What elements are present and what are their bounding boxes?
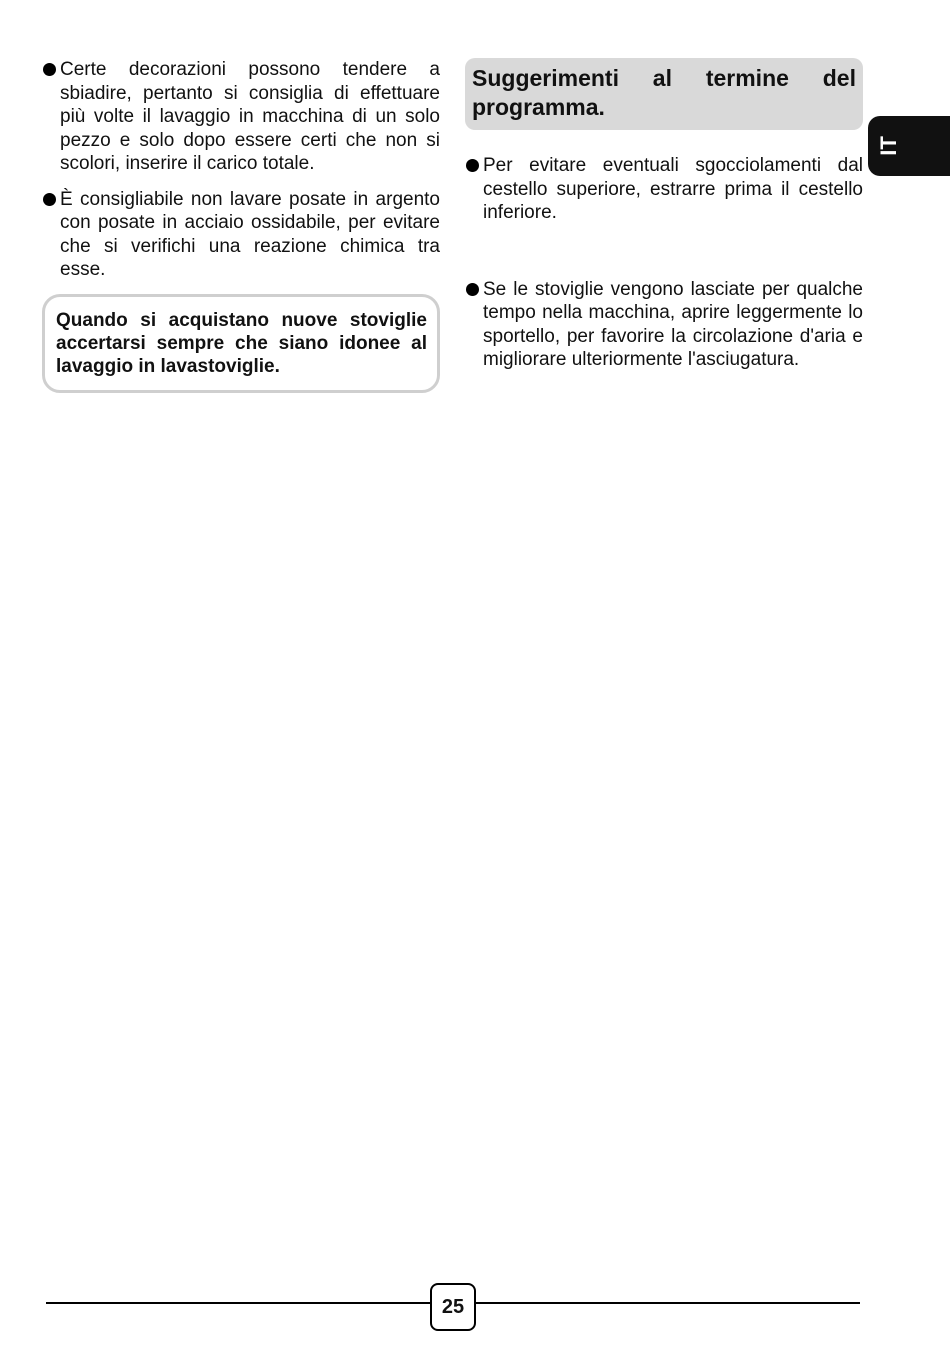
bullet-text: Se le stoviglie vengono lasciate per qualche tempo nella macchina, aprire leggermente lo sportello, per favorire la circolazione d'aria e migliorare ulteriormente l'asciugatura. bbox=[483, 278, 863, 370]
bullet-item-dripping bbox=[465, 154, 863, 225]
page-number: 25 bbox=[430, 1283, 476, 1331]
bullet-item-drying bbox=[465, 278, 863, 372]
bullet-text: Per evitare eventuali sgocciolamenti dal cestello superiore, estrarre prima il cestello inferiore. bbox=[483, 155, 863, 223]
bullet-icon bbox=[43, 193, 56, 206]
bullet-icon bbox=[466, 159, 479, 172]
right-column bbox=[465, 58, 863, 384]
footer-rule-right bbox=[474, 1302, 860, 1304]
section-heading: Suggerimenti al termine del programma. bbox=[465, 58, 863, 130]
footer-rule-left bbox=[46, 1302, 430, 1304]
note-box bbox=[42, 294, 440, 393]
bullet-text: Certe decorazioni possono tendere a sbiadire, pertanto si consiglia di effettuare più volte il lavaggio in macchina di un solo pezzo e solo dopo essere certi che non si scolori, inserire il carico totale. bbox=[60, 59, 440, 174]
bullet-icon bbox=[466, 283, 479, 296]
note-text: Quando si acquistano nuove stoviglie accertarsi sempre che siano idonee al lavaggio in lavastoviglie. bbox=[56, 309, 427, 377]
left-column bbox=[42, 58, 440, 393]
language-tab bbox=[868, 116, 950, 176]
bullet-icon bbox=[43, 63, 56, 76]
language-tab-label: IT bbox=[876, 136, 901, 156]
bullet-item-decorations bbox=[42, 58, 440, 176]
bullet-text: È consigliabile non lavare posate in argento con posate in acciaio ossidabile, per evitare che si verifichi una reazione chimica tra esse. bbox=[60, 188, 440, 280]
bullet-item-silver-cutlery bbox=[42, 188, 440, 282]
